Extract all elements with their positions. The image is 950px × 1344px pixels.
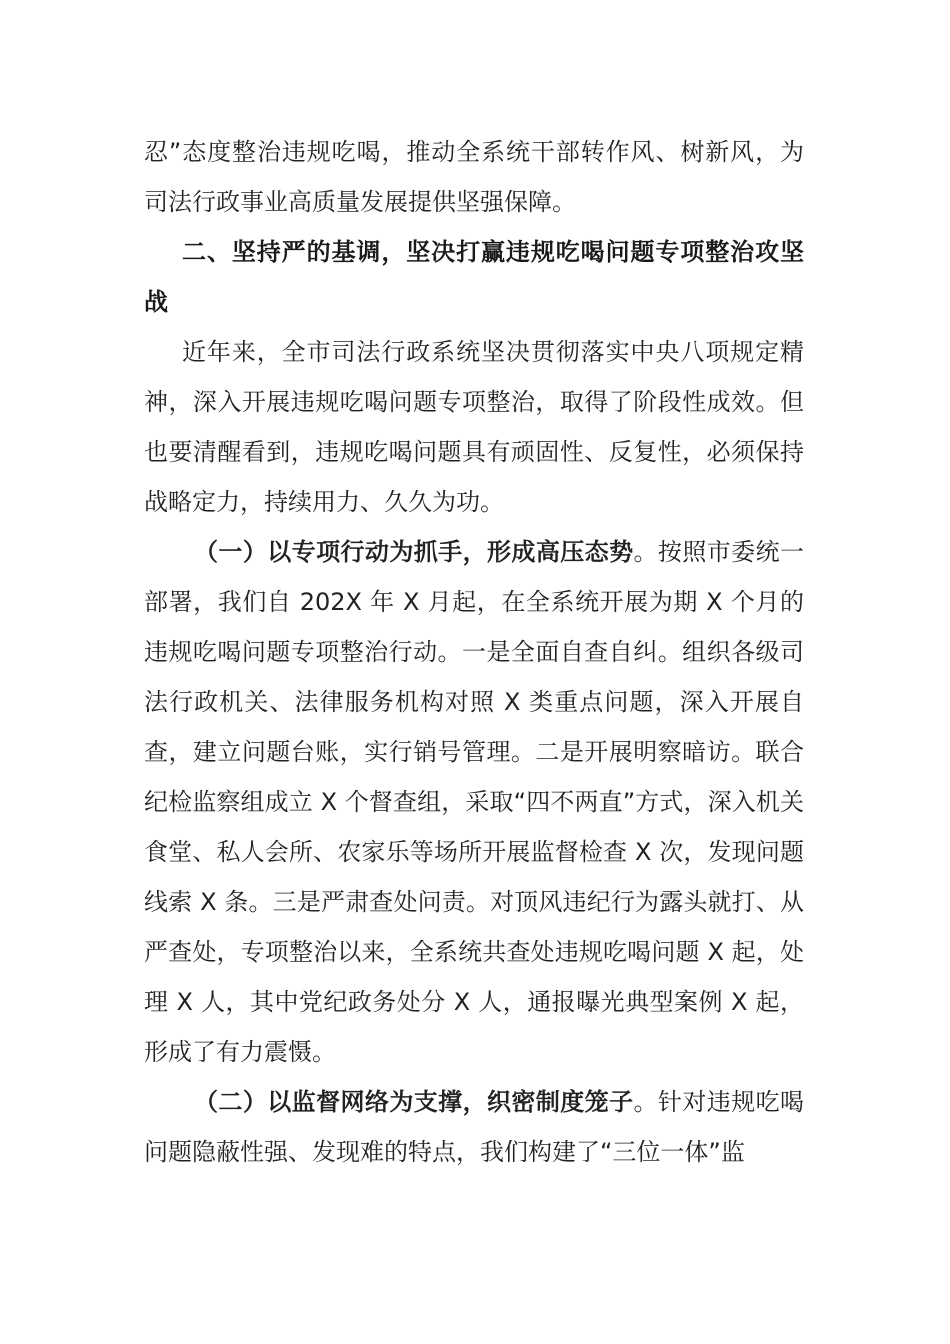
- paragraph-continued: 忍”态度整治违规吃喝，推动全系统干部转作风、树新风，为司法行政事业高质量发展提供坚强保障。: [144, 138, 804, 216]
- subsection-1-paragraph: [144, 527, 804, 1077]
- paragraph-intro: 近年来，全市司法行政系统坚决贯彻落实中央八项规定精神，深入开展违规吃喝问题专项整治，取得了阶段性成效。但也要清醒看到，违规吃喝问题具有顽固性、反复性，必须保持战略定力，持续用力、久久为功。: [144, 338, 804, 516]
- subsection-2-body: 。针对违规吃喝问题隐蔽性强、发现难的特点，我们构建了“三位一体”监: [144, 1088, 804, 1166]
- document-body: [144, 127, 804, 1177]
- section-heading: 二、坚持严的基调，坚决打赢违规吃喝问题专项整治攻坚战: [144, 238, 804, 316]
- subsection-1-body: 。按照市委统一部署，我们自 202X 年 X 月起，在全系统开展为期 X 个月的违规吃喝问题专项整治行动。一是全面自查自纠。组织各级司法行政机关、法律服务机构对照 X 类重点问题，深入开展自查，建立问题台账，实行销号管理。二是开展明察暗访。联合纪检监察组成立 X 个督查组，采取“四不两直”方式，深入机关食堂、私人会所、农家乐等场所开展监督检查 X 次，发现问题线索 X 条。三是严肃查处问责。对顶风违纪行为露头就打、从严查处，专项整治以来，全系统共查处违规吃喝问题 X 起，处理 X 人，其中党纪政务处分 X 人，通报曝光典型案例 X 起，形成了有力震慑。: [144, 538, 804, 1066]
- subsection-1-title: （一）以专项行动为抓手，形成高压态势: [194, 538, 634, 566]
- subsection-2-paragraph: [144, 1077, 804, 1177]
- subsection-2-title: （二）以监督网络为支撑，织密制度笼子: [194, 1088, 634, 1116]
